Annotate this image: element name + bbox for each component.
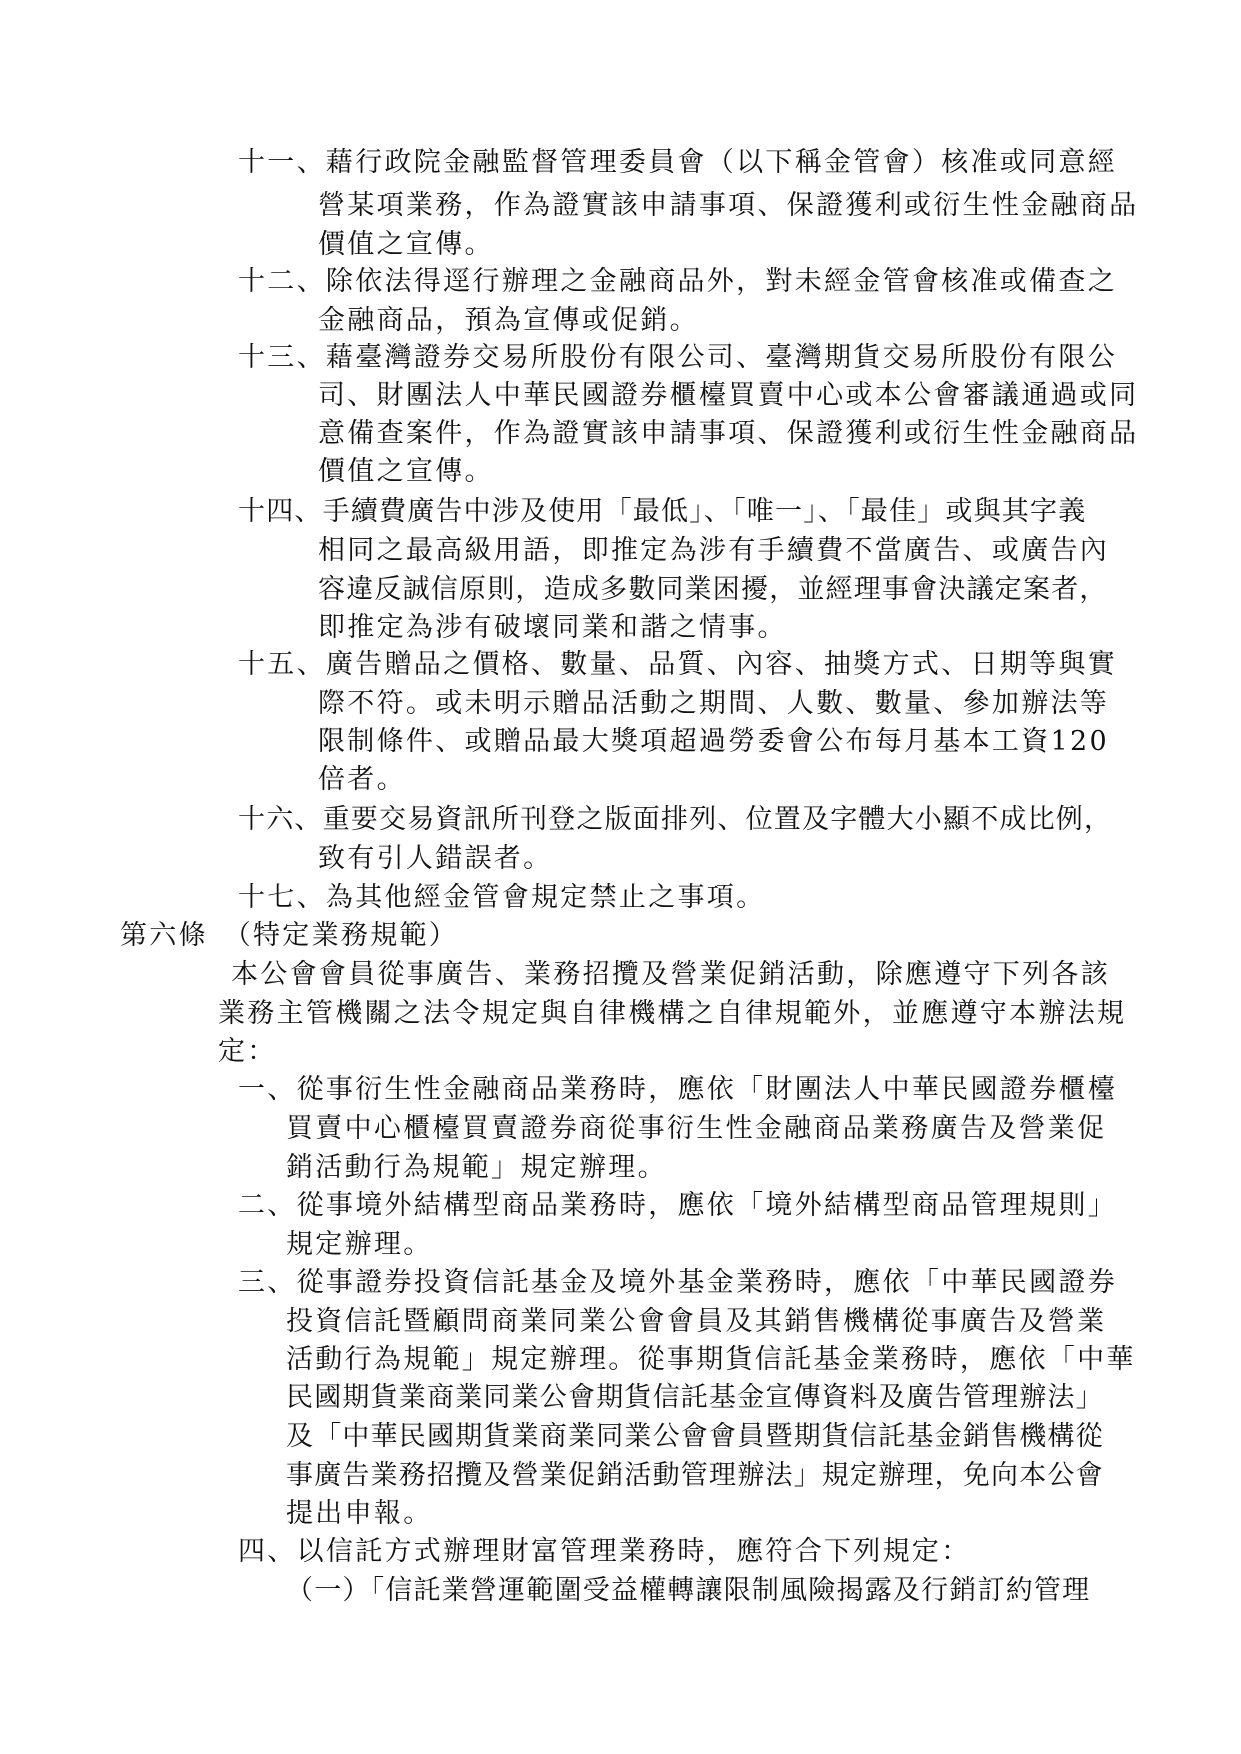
item-14-line-3: 容違反誠信原則，造成多數同業困擾，並經理事會決議定案者， [318, 574, 1108, 605]
item-11-line-1: 十一、藉行政院金融監督管理委員會（以下稱金管會）核准或同意經 [238, 147, 1117, 178]
item-11-line-3: 價值之宣傳。 [318, 229, 494, 260]
a6-item-1-line-1: 一、從事衍生性金融商品業務時，應依「財團法人中華民國證券櫃檯 [238, 1074, 1117, 1105]
a6-item-3-line-5: 及「中華民國期貨業商業同業公會會員暨期貨信託基金銷售機構從 [286, 1421, 1104, 1452]
item-13-line-3: 意備查案件，作為證實該申請事項、保證獲利或衍生性金融商品 [318, 418, 1139, 449]
item-17-line-1: 十七、為其他經金管會規定禁止之事項。 [238, 882, 766, 913]
item-13-line-4: 價值之宣傳。 [318, 456, 494, 487]
item-16-line-2: 致有引人錯誤者。 [318, 843, 553, 874]
item-16-line-1: 十六、重要交易資訊所刊登之版面排列、位置及字體大小顯不成比例， [238, 804, 1113, 835]
item-13-line-1: 十三、藉臺灣證券交易所股份有限公司、臺灣期貨交易所股份有限公 [238, 342, 1117, 373]
item-14-line-4: 即推定為涉有破壞同業和諧之情事。 [318, 612, 787, 643]
a6-item-4-line-1: 四、以信託方式辦理財富管理業務時，應符合下列規定： [238, 1536, 971, 1567]
a6-item-2-line-2: 規定辦理。 [286, 1229, 433, 1260]
item-13-line-2: 司、財團法人中華民國證券櫃檯買賣中心或本公會審議通過或同 [318, 380, 1139, 411]
item-11-line-2: 營某項業務，作為證實該申請事項、保證獲利或衍生性金融商品 [318, 190, 1139, 221]
a6-item-3-line-2: 投資信託暨顧問商業同業公會會員及其銷售機構從事廣告及營業 [286, 1306, 1107, 1337]
a6-item-3-line-4: 民國期貨業商業同業公會期貨信託基金宣傳資料及廣告管理辦法」 [286, 1382, 1104, 1413]
item-15-line-3: 限制條件、或贈品最大獎項超過勞委會公布每月基本工資120 [318, 726, 1109, 757]
item-14-line-2: 相同之最高級用語，即推定為涉有手續費不當廣告、或廣告內 [318, 535, 1110, 566]
a6-item-1-line-2: 買賣中心櫃檯買賣證券商從事衍生性金融商品業務廣告及營業促 [286, 1113, 1107, 1144]
item-14-line-1: 十四、手續費廣告中涉及使用「最低」、「唯一」、「最佳」或與其字義 [238, 496, 1087, 527]
a6-item-4-sub-1-line-1: （一）「信託業營運範圍受益權轉讓限制風險揭露及行銷訂約管理 [286, 1575, 1091, 1606]
article-6-intro-line-2: 業務主管機關之法令規定與自律機構之自律規範外，並應遵守本辦法規 [218, 998, 1127, 1029]
item-12-line-1: 十二、除依法得逕行辦理之金融商品外，對未經金管會核准或備查之 [238, 266, 1117, 297]
article-6-heading: 第六條 （特定業務規範） [120, 920, 459, 951]
article-6-intro-line-3: 定： [218, 1036, 277, 1067]
a6-item-3-line-1: 三、從事證券投資信託基金及境外基金業務時，應依「中華民國證券 [238, 1267, 1117, 1298]
item-15-line-4: 倍者。 [318, 764, 406, 795]
a6-item-1-line-3: 銷活動行為規範」規定辦理。 [286, 1152, 667, 1183]
article-6-intro-line-1: 本公會會員從事廣告、業務招攬及營業促銷活動，除應遵守下列各該 [231, 959, 1110, 990]
item-12-line-2: 金融商品，預為宣傳或促銷。 [318, 305, 699, 336]
item-15-line-2: 際不符。或未明示贈品活動之期間、人數、數量、參加辦法等 [318, 688, 1110, 719]
item-15-line-1: 十五、廣告贈品之價格、數量、品質、內容、抽獎方式、日期等與實 [238, 649, 1117, 680]
a6-item-3-line-7: 提出申報。 [286, 1498, 433, 1529]
a6-item-2-line-1: 二、從事境外結構型商品業務時，應依「境外結構型商品管理規則」 [238, 1190, 1117, 1221]
a6-item-3-line-3: 活動行為規範」規定辦理。從事期貨信託基金業務時，應依「中華 [286, 1344, 1136, 1375]
a6-item-3-line-6: 事廣告業務招攬及營業促銷活動管理辦法」規定辦理，免向本公會 [286, 1460, 1104, 1491]
